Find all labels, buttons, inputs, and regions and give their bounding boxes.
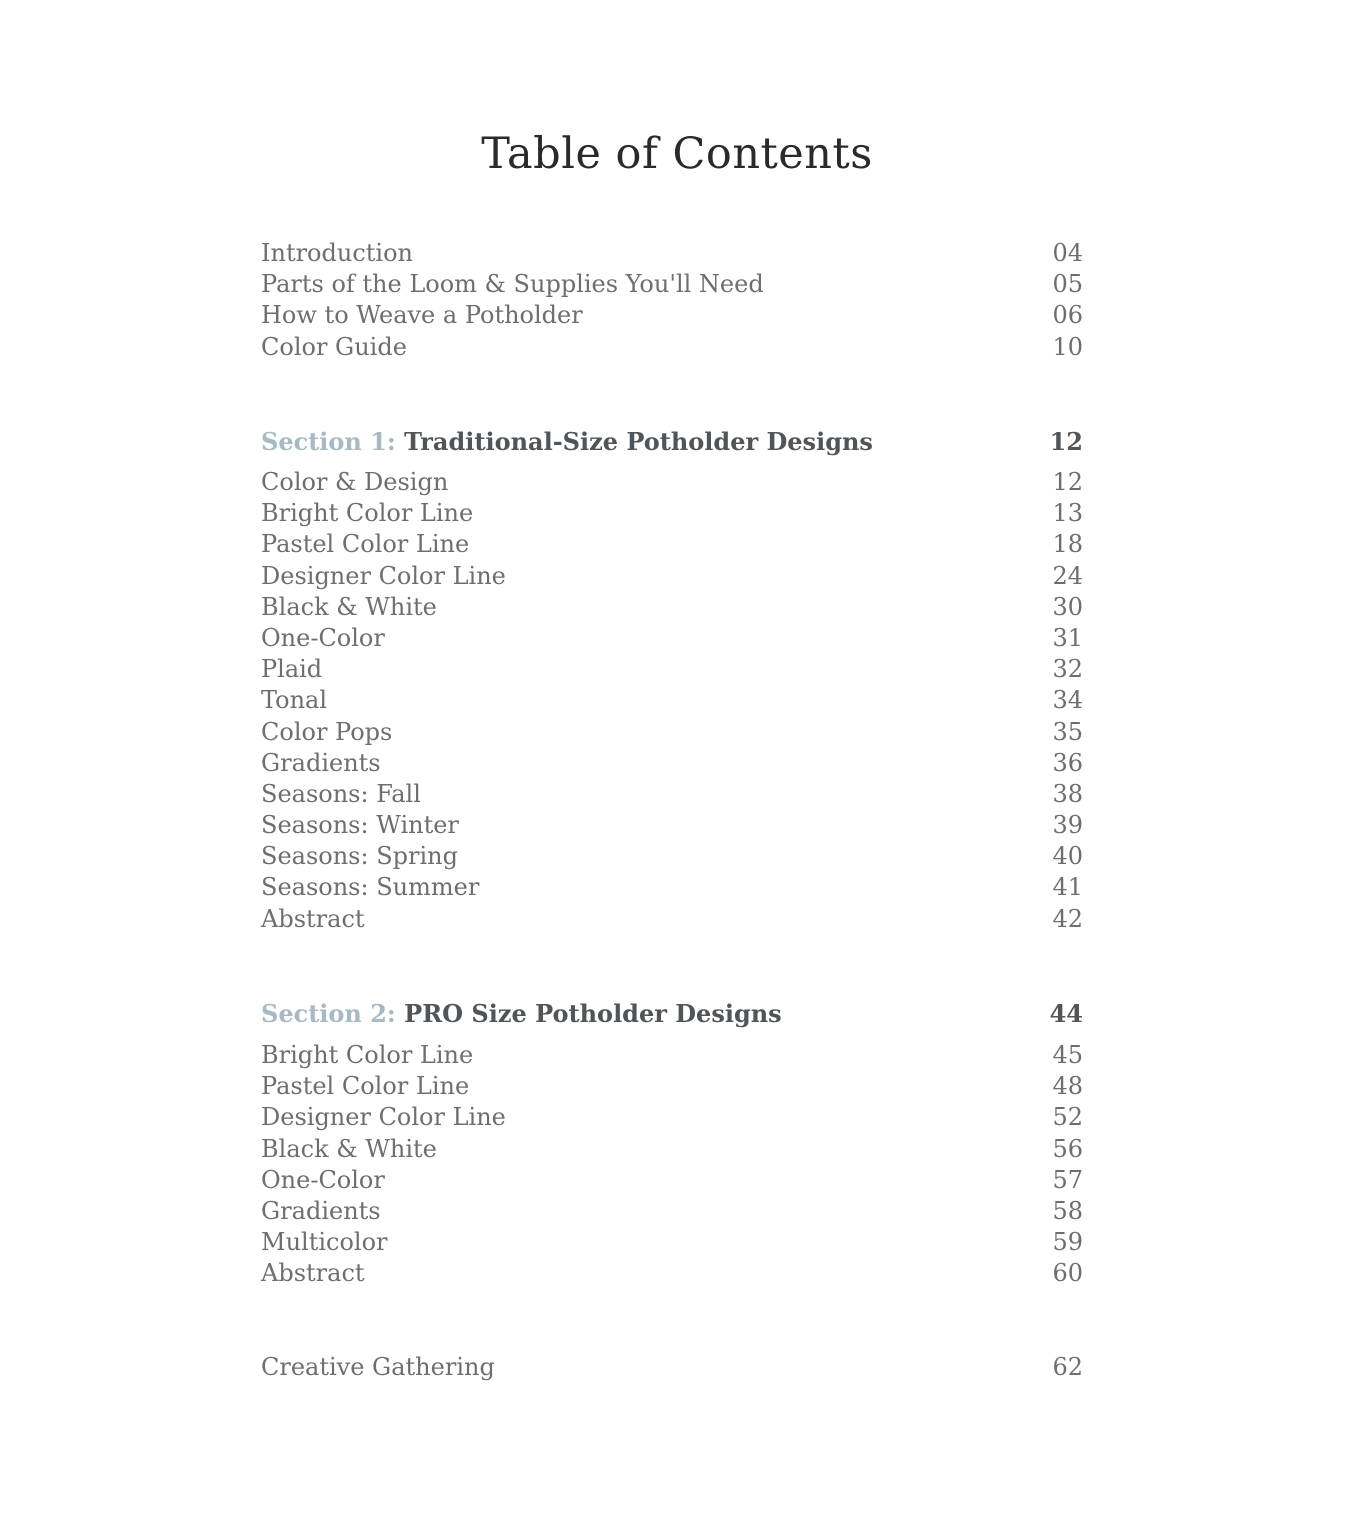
- toc-entry[interactable]: [261, 1258, 1083, 1289]
- page-title: Table of Contents: [481, 129, 873, 179]
- toc-entry-page: 60: [1052, 1259, 1083, 1288]
- toc-entry[interactable]: [261, 1165, 1083, 1196]
- toc-entry[interactable]: [261, 1040, 1083, 1071]
- toc-entry-page: 30: [1052, 592, 1083, 621]
- toc-entry-page: 39: [1052, 811, 1083, 840]
- toc-entry-page: 62: [1052, 1353, 1083, 1381]
- intro-list: [261, 238, 1083, 363]
- toc-entry-page: 05: [1052, 270, 1083, 299]
- toc-entry[interactable]: [261, 467, 1083, 498]
- toc-entry-page: 52: [1052, 1103, 1083, 1132]
- toc-entry-label: Creative Gathering: [261, 1353, 495, 1381]
- toc-entry[interactable]: [261, 238, 1083, 269]
- toc-entry-label: Abstract: [261, 904, 365, 933]
- section-1-heading[interactable]: [261, 426, 1083, 458]
- toc-entry-label: Gradients: [261, 1196, 381, 1225]
- toc-entry-label: Plaid: [261, 655, 323, 684]
- toc-entry-label: Black & White: [261, 592, 437, 621]
- toc-entry-label: Parts of the Loom & Supplies You'll Need: [261, 270, 764, 299]
- toc-entry-label: Color Guide: [261, 332, 407, 361]
- toc-entry[interactable]: [261, 269, 1083, 300]
- toc-entry-page: 31: [1052, 623, 1083, 652]
- section-2-name: PRO Size Potholder Designs: [404, 999, 782, 1028]
- toc-entry-label: One-Color: [261, 1165, 385, 1194]
- toc-entry[interactable]: [261, 529, 1083, 560]
- toc-entry-label: Pastel Color Line: [261, 530, 470, 559]
- toc-entry[interactable]: [261, 1196, 1083, 1227]
- toc-entry[interactable]: [261, 498, 1083, 529]
- closing-list: [261, 1352, 1083, 1383]
- toc-entry-page: 32: [1052, 655, 1083, 684]
- toc-entry-page: 10: [1052, 332, 1083, 361]
- toc-entry-label: Multicolor: [261, 1228, 388, 1257]
- toc-entry[interactable]: [261, 332, 1083, 363]
- toc-entry-page: 57: [1052, 1165, 1083, 1194]
- toc-entry-label: Introduction: [261, 239, 413, 267]
- toc-entry-label: Designer Color Line: [261, 1103, 506, 1132]
- toc-entry-label: Designer Color Line: [261, 561, 506, 590]
- toc-entry[interactable]: [261, 592, 1083, 623]
- toc-entry-page: 24: [1052, 561, 1083, 590]
- toc-entry[interactable]: [261, 561, 1083, 592]
- toc-entry-page: 34: [1052, 686, 1083, 715]
- toc-entry-label: Color Pops: [261, 717, 393, 746]
- section-1-name: Traditional-Size Potholder Designs: [404, 427, 873, 456]
- toc-entry-label: Seasons: Spring: [261, 842, 458, 871]
- toc-entry-page: 45: [1052, 1041, 1083, 1069]
- toc-entry[interactable]: [261, 717, 1083, 748]
- toc-entry[interactable]: [261, 300, 1083, 331]
- toc-entry[interactable]: [261, 779, 1083, 810]
- toc-entry-page: 13: [1052, 499, 1083, 528]
- toc-entry-page: 48: [1052, 1072, 1083, 1101]
- toc-entry-label: Tonal: [261, 686, 328, 715]
- toc-entry[interactable]: [261, 623, 1083, 654]
- toc-entry-page: 59: [1052, 1228, 1083, 1257]
- toc-entry-label: One-Color: [261, 623, 385, 652]
- toc-entry-label: Pastel Color Line: [261, 1072, 470, 1101]
- toc-entry[interactable]: [261, 1134, 1083, 1165]
- toc-entry-label: Bright Color Line: [261, 1041, 474, 1069]
- section-2-list: [261, 1040, 1083, 1290]
- toc-entry[interactable]: [261, 1227, 1083, 1258]
- section-2-page: 44: [1049, 999, 1083, 1028]
- toc-entry-page: 38: [1052, 779, 1083, 808]
- toc-entry[interactable]: [261, 1102, 1083, 1133]
- toc-entry-label: Abstract: [261, 1259, 365, 1288]
- toc-entry[interactable]: [261, 685, 1083, 716]
- toc-entry-label: Bright Color Line: [261, 499, 474, 528]
- toc-entry-page: 18: [1052, 530, 1083, 559]
- section-2-number: Section 2:: [261, 999, 396, 1028]
- toc-entry-label: Color & Design: [261, 468, 449, 496]
- toc-entry-page: 36: [1052, 748, 1083, 777]
- toc-entry[interactable]: [261, 654, 1083, 685]
- section-2-title: [261, 998, 782, 1030]
- toc-entry-page: 41: [1052, 873, 1083, 902]
- toc-entry[interactable]: [261, 841, 1083, 872]
- section-1-title: [261, 426, 873, 458]
- toc-entry[interactable]: [261, 1352, 1083, 1383]
- toc-entry[interactable]: [261, 904, 1083, 935]
- toc-entry[interactable]: [261, 1071, 1083, 1102]
- section-1-page: 12: [1049, 427, 1083, 456]
- toc-entry-page: 42: [1052, 904, 1083, 933]
- toc-entry[interactable]: [261, 872, 1083, 903]
- toc-entry-label: Black & White: [261, 1134, 437, 1163]
- toc-entry-label: Gradients: [261, 748, 381, 777]
- section-1-number: Section 1:: [261, 427, 396, 456]
- toc-entry-page: 35: [1052, 717, 1083, 746]
- toc-entry-label: Seasons: Fall: [261, 779, 421, 808]
- toc-entry-label: How to Weave a Potholder: [261, 301, 583, 330]
- toc-entry-label: Seasons: Winter: [261, 811, 459, 840]
- toc-entry-page: 04: [1052, 239, 1083, 267]
- toc-entry-label: Seasons: Summer: [261, 873, 480, 902]
- toc-entry-page: 12: [1052, 468, 1083, 496]
- section-2-heading[interactable]: [261, 998, 1083, 1030]
- toc-entry[interactable]: [261, 810, 1083, 841]
- toc-entry-page: 58: [1052, 1196, 1083, 1225]
- toc-entry-page: 06: [1052, 301, 1083, 330]
- toc-entry-page: 56: [1052, 1134, 1083, 1163]
- toc-entry[interactable]: [261, 748, 1083, 779]
- section-1-list: [261, 467, 1083, 935]
- toc-entry-page: 40: [1052, 842, 1083, 871]
